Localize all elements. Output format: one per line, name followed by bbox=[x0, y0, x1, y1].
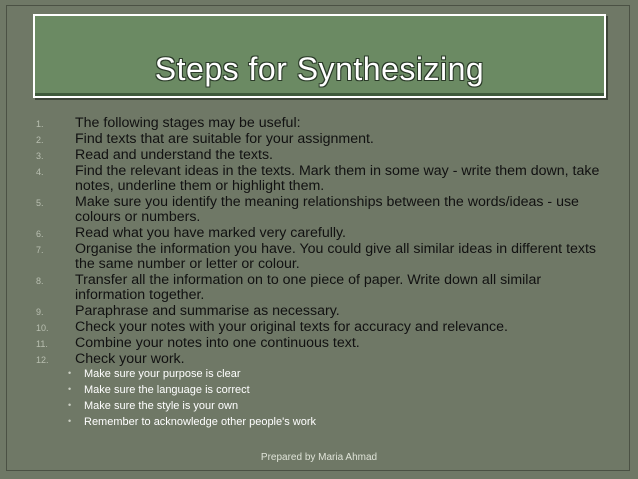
step-number: 7. bbox=[36, 245, 44, 255]
bullet-text: Make sure your purpose is clear bbox=[84, 368, 241, 380]
step-text: Make sure you identify the meaning relationships between the words/ideas - use colours or numbers. bbox=[75, 194, 579, 225]
list-item bbox=[0, 397, 400, 413]
step-text: Find the relevant ideas in the texts. Mark them in some way - write them down, take notes, underline them or highlight them. bbox=[75, 163, 600, 194]
step-number: 4. bbox=[36, 167, 44, 177]
title-banner bbox=[33, 14, 606, 98]
list-item bbox=[0, 413, 400, 429]
footer-credit: Prepared by Maria Ahmad bbox=[260, 452, 378, 463]
bullet-icon: • bbox=[68, 400, 72, 410]
step-text: Combine your notes into one continuous text. bbox=[75, 335, 360, 351]
bullet-text: Make sure the style is your own bbox=[84, 400, 239, 412]
step-text: Organise the information you have. You could give all similar ideas in different texts the same number or letter or colour. bbox=[75, 241, 597, 272]
step-number: 11. bbox=[36, 339, 48, 349]
step-number: 12. bbox=[36, 355, 49, 365]
step-number: 6. bbox=[36, 229, 44, 239]
step-number: 2. bbox=[36, 135, 44, 145]
bullet-text: Remember to acknowledge other people's work bbox=[84, 416, 316, 428]
bullet-icon: • bbox=[68, 416, 72, 426]
step-number: 1. bbox=[36, 119, 44, 129]
step-text: Paraphrase and summarise as necessary. bbox=[75, 303, 340, 319]
step-text: The following stages may be useful: bbox=[75, 115, 301, 131]
slide-title: Steps for Synthesizing bbox=[154, 51, 485, 87]
step-text: Read and understand the texts. bbox=[75, 147, 273, 163]
bullet-icon: • bbox=[68, 384, 72, 394]
list-item bbox=[0, 381, 400, 397]
step-number: 10. bbox=[36, 323, 49, 333]
step-number: 3. bbox=[36, 151, 44, 161]
step-text: Transfer all the information on to one piece of paper. Write down all similar information together. bbox=[75, 272, 542, 303]
step-text: Check your work. bbox=[75, 351, 185, 367]
bullet-icon: • bbox=[68, 368, 72, 378]
step-text: Read what you have marked very carefully. bbox=[75, 225, 347, 241]
step-number: 9. bbox=[36, 307, 44, 317]
step-number: 5. bbox=[36, 198, 44, 208]
step-text: Find texts that are suitable for your assignment. bbox=[75, 131, 374, 147]
step-text: Check your notes with your original texts for accuracy and relevance. bbox=[75, 319, 508, 335]
list-item bbox=[0, 365, 400, 381]
step-number: 8. bbox=[36, 276, 44, 286]
bullet-text: Make sure the language is correct bbox=[84, 384, 250, 396]
